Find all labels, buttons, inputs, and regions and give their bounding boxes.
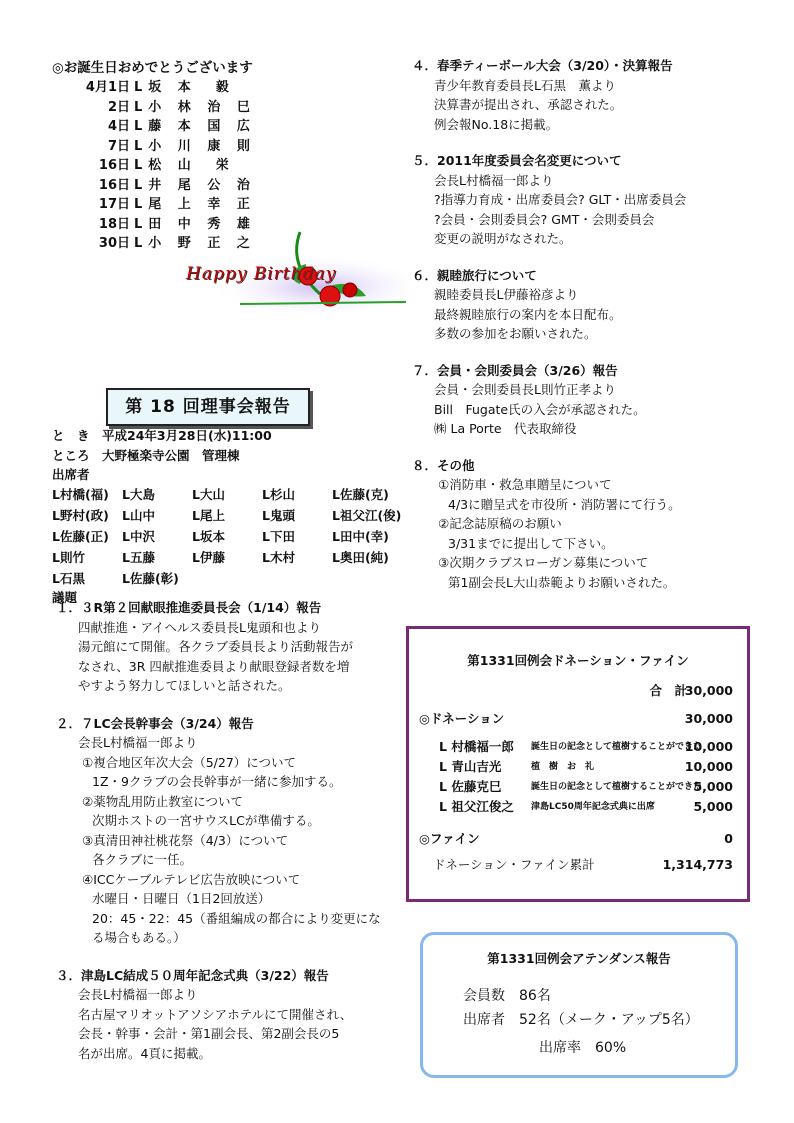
donation-note: 津島LC50周年記念式典に出席 bbox=[531, 802, 655, 812]
donation-amount: 10,000 bbox=[684, 759, 733, 774]
agenda-item-line: ③真清田神社桃花祭（4/3）について bbox=[82, 832, 289, 848]
agenda-item-line: 青少年教育委員長L石黒 薫より bbox=[434, 77, 616, 93]
birthday-date: 17日 bbox=[98, 197, 130, 212]
attendance-present: 出席者 52名（メーク・アップ5名） bbox=[463, 1012, 699, 1028]
birthday-date: 30日 bbox=[98, 236, 130, 251]
agenda-item-line: 水曜日・日曜日（1日2回放送） bbox=[92, 891, 271, 906]
donor-name: L 祖父江俊之 bbox=[439, 799, 514, 814]
donation-amount: 5,000 bbox=[693, 799, 733, 814]
agenda-item-title: ５．2011年度委員会名変更について bbox=[412, 153, 622, 168]
attendee-name: L村橋(福) bbox=[52, 486, 109, 502]
donation-total-label: 合 計 bbox=[649, 683, 687, 698]
donation-fine-box bbox=[406, 626, 750, 902]
agenda-item-line: る場合もある。） bbox=[92, 930, 186, 945]
agenda-item-line: 第1副会長L大山恭範よりお願いされた。 bbox=[448, 574, 676, 590]
birthday-row bbox=[68, 98, 256, 118]
birthday-date: 2日 bbox=[107, 99, 130, 115]
attendee-name: L大山 bbox=[192, 486, 225, 502]
birthday-row bbox=[68, 176, 256, 196]
birthday-date: 18日 bbox=[98, 216, 130, 232]
agenda-item-line: 例会報No.18に掲載。 bbox=[434, 116, 559, 132]
attendees-label: 出席者 bbox=[52, 467, 90, 482]
attendee-name: L杉山 bbox=[262, 486, 295, 502]
birthday-date: 16日 bbox=[98, 158, 130, 173]
attendee-name: L祖父江(俊) bbox=[332, 507, 402, 523]
birthday-row bbox=[68, 156, 256, 176]
agenda-item-line: ?会員・会則委員会? GMT・会則委員会 bbox=[434, 211, 655, 227]
donation-amount: 10,000 bbox=[684, 739, 733, 754]
birthday-name: L小 川 康 則 bbox=[134, 138, 256, 154]
attendee-name: L奥田(純) bbox=[332, 549, 389, 565]
agenda-item-line: 会長L村橋福一郎より bbox=[78, 735, 198, 750]
agenda-item-title: ７．会員・会則委員会（3/26）報告 bbox=[412, 362, 618, 378]
attendee-name: L木村 bbox=[262, 549, 295, 565]
fine-section-label: ◎ファイン bbox=[419, 831, 480, 846]
agenda-item bbox=[412, 151, 752, 249]
birthday-date: 4月1日 bbox=[85, 80, 130, 95]
left-agenda-items bbox=[56, 598, 386, 1081]
agenda-item-line: 会長L村橋福一郎より bbox=[78, 987, 198, 1002]
attendee-name: L鬼頭 bbox=[262, 507, 295, 523]
birthday-heading: ◎お誕生日おめでとうございます bbox=[52, 60, 253, 76]
birthday-row bbox=[68, 117, 256, 137]
agenda-item bbox=[412, 361, 752, 439]
attendee-name: L山中 bbox=[122, 507, 155, 523]
agenda-item-title: ８．その他 bbox=[412, 457, 475, 473]
birthday-date: 16日 bbox=[98, 177, 130, 193]
birthday-name: L田 中 秀 雄 bbox=[134, 216, 256, 232]
donor-name: L 佐藤克巳 bbox=[439, 779, 502, 794]
agenda-item-line: 決算書が提出され、承認された。 bbox=[434, 97, 623, 112]
birthday-row bbox=[68, 195, 256, 215]
agenda-item-line: Bill Fugate氏の入会が承認された。 bbox=[434, 401, 646, 417]
right-agenda-items bbox=[412, 56, 752, 609]
attendee-name: L下田 bbox=[262, 528, 295, 544]
birthday-name: L坂 本 毅 bbox=[134, 80, 235, 95]
attendee-name: L則竹 bbox=[52, 549, 85, 565]
board-meeting-report-title: 第 18 回理事会報告 bbox=[106, 388, 310, 426]
attendance-rate: 出席率 60% bbox=[539, 1040, 627, 1056]
attendee-name: L尾上 bbox=[192, 507, 225, 523]
donation-row bbox=[409, 797, 747, 817]
fine-total: 0 bbox=[724, 831, 733, 846]
attendee-name: L坂本 bbox=[192, 528, 225, 544]
attendee-name: L佐藤(正) bbox=[52, 528, 109, 544]
agenda-item bbox=[56, 966, 386, 1064]
agenda-item-line: 親睦委員長L伊藤裕彦より bbox=[434, 287, 579, 302]
agenda-item-line: 変更の説明がなされた。 bbox=[434, 231, 572, 246]
agenda-item-line: 次期ホストの一宮サウスLCが準備する。 bbox=[92, 813, 320, 828]
birthday-name: L松 山 栄 bbox=[134, 158, 235, 173]
agenda-label: 議題 bbox=[52, 589, 78, 605]
agenda-item-line: 多数の参加をお願いされた。 bbox=[434, 326, 597, 341]
birthday-date: 4日 bbox=[107, 119, 130, 134]
agenda-item-line: 会長・幹事・会計・第1副会長、第2副会長の5 bbox=[78, 1026, 340, 1041]
agenda-item-line: 湯元館にて開催。各クラブ委員長より活動報告が bbox=[78, 639, 354, 654]
report-info bbox=[52, 426, 402, 607]
report-when: と き 平成24年3月28日(水)11:00 bbox=[52, 428, 272, 443]
attendee-name: L石黒 bbox=[52, 570, 85, 586]
attendee-name: L大島 bbox=[122, 486, 155, 502]
agenda-item-line: 名古屋マリオットアソシアホテルにて開催され、 bbox=[78, 1006, 353, 1022]
birthday-name: L尾 上 幸 正 bbox=[134, 197, 256, 212]
birthday-name: L小 野 正 之 bbox=[134, 236, 256, 251]
agenda-item bbox=[56, 714, 386, 948]
donation-note: 植 樹 お 礼 bbox=[531, 762, 595, 772]
cumulative-total: 1,314,773 bbox=[662, 857, 733, 872]
happy-birthday-graphic bbox=[180, 224, 410, 314]
attendee-name: L佐藤(克) bbox=[332, 486, 389, 502]
happy-birthday-text: Happy Birthday bbox=[186, 264, 337, 284]
agenda-item-title: ４．春季ティーボール大会（3/20）・決算報告 bbox=[412, 58, 673, 73]
agenda-item-line: ②記念誌原稿のお願い bbox=[438, 516, 562, 531]
agenda-item bbox=[412, 56, 752, 134]
attendance-report-box bbox=[420, 932, 738, 1078]
agenda-item-line: ㈱ La Porte 代表取締役 bbox=[434, 421, 577, 436]
agenda-item-line: 20：45・22：45（番組編成の都合により変更にな bbox=[92, 910, 381, 926]
agenda-item-line: 四献推進・アイヘルス委員長L鬼頭和也より bbox=[78, 619, 321, 635]
donation-amount: 5,000 bbox=[693, 779, 733, 794]
agenda-item-line: 名が出席。4頁に掲載。 bbox=[78, 1045, 211, 1061]
agenda-item-line: ①複合地区年次大会（5/27）について bbox=[82, 754, 297, 770]
donor-name: L 青山吉光 bbox=[439, 759, 502, 774]
agenda-item-line: ③次期クラブスローガン募集について bbox=[438, 555, 649, 570]
attendee-name: L伊藤 bbox=[192, 549, 225, 565]
agenda-item-title: ３．津島LC結成５０周年記念式典（3/22）報告 bbox=[56, 967, 329, 983]
birthday-name: L藤 本 国 広 bbox=[134, 119, 256, 134]
donation-note: 誕生日の記念として植樹することができた bbox=[531, 782, 703, 792]
donation-section-label: ◎ドネーション bbox=[419, 711, 505, 726]
agenda-item-line: ②薬物乱用防止教室について bbox=[82, 793, 243, 809]
agenda-item-line: 最終親睦旅行の案内を本日配布。 bbox=[434, 306, 622, 322]
agenda-item-line: ④ICCケーブルテレビ広告放映について bbox=[82, 871, 301, 887]
attendee-name: L佐藤(彰) bbox=[122, 570, 179, 586]
agenda-item-line: 1Z・9クラブの会長幹事が一緒に参加する。 bbox=[92, 774, 342, 789]
agenda-item-line: 3/31までに提出して下さい。 bbox=[448, 535, 614, 551]
agenda-item-line: 会長L村橋福一郎より bbox=[434, 172, 554, 188]
birthday-name: L井 尾 公 治 bbox=[134, 177, 256, 193]
agenda-item bbox=[412, 266, 752, 344]
attendee-name: L野村(政) bbox=[52, 507, 109, 523]
donation-row bbox=[409, 737, 747, 757]
donation-section-total: 30,000 bbox=[684, 711, 733, 726]
agenda-item-line: 4/3に贈呈式を市役所・消防署にて行う。 bbox=[448, 496, 681, 512]
birthday-row bbox=[68, 78, 256, 98]
attendees-grid bbox=[52, 485, 402, 588]
donation-row bbox=[409, 777, 747, 797]
birthday-row bbox=[68, 137, 256, 157]
birthday-name: L小 林 治 巳 bbox=[134, 99, 256, 115]
attendance-title: 第1331回例会アテンダンス報告 bbox=[487, 951, 671, 966]
agenda-item-title: ２．７LC会長幹事会（3/24）報告 bbox=[56, 715, 254, 731]
attendee-name: L五藤 bbox=[122, 549, 155, 565]
report-where: ところ 大野極楽寺公園 管理棟 bbox=[52, 447, 240, 463]
agenda-item-line: なされ、3R 四献推進委員より献眼登録者数を増 bbox=[78, 658, 350, 674]
attendance-members: 会員数 86名 bbox=[463, 988, 551, 1004]
agenda-item-line: 会員・会則委員長L則竹正孝より bbox=[434, 382, 616, 397]
donation-grand-total: 30,000 bbox=[684, 683, 733, 698]
agenda-item-line: ?指導力育成・出席委員会? GLT・出席委員会 bbox=[434, 192, 687, 207]
donor-name: L 村橋福一郎 bbox=[439, 739, 514, 754]
attendee-name: L中沢 bbox=[122, 528, 155, 544]
donation-row bbox=[409, 757, 747, 777]
agenda-item bbox=[56, 598, 386, 696]
agenda-item-line: ①消防車・救急車贈呈について bbox=[438, 477, 612, 492]
donation-note: 誕生日の記念として植樹することができた bbox=[531, 742, 703, 752]
agenda-item-title: １．３R第２回献眼推進委員長会（1/14）報告 bbox=[56, 600, 322, 615]
donation-title: 第1331回例会ドネーション・ファイン bbox=[467, 653, 689, 668]
agenda-item-line: 各クラブに一任。 bbox=[92, 852, 193, 867]
agenda-item-title: ６．親睦旅行について bbox=[412, 267, 537, 283]
agenda-item bbox=[412, 456, 752, 593]
cumulative-label: ドネーション・ファイン累計 bbox=[433, 857, 595, 872]
agenda-item-line: やすよう努力してほしいと話された。 bbox=[78, 678, 291, 693]
birthday-date: 7日 bbox=[107, 138, 130, 154]
attendee-name: L田中(幸) bbox=[332, 528, 389, 544]
